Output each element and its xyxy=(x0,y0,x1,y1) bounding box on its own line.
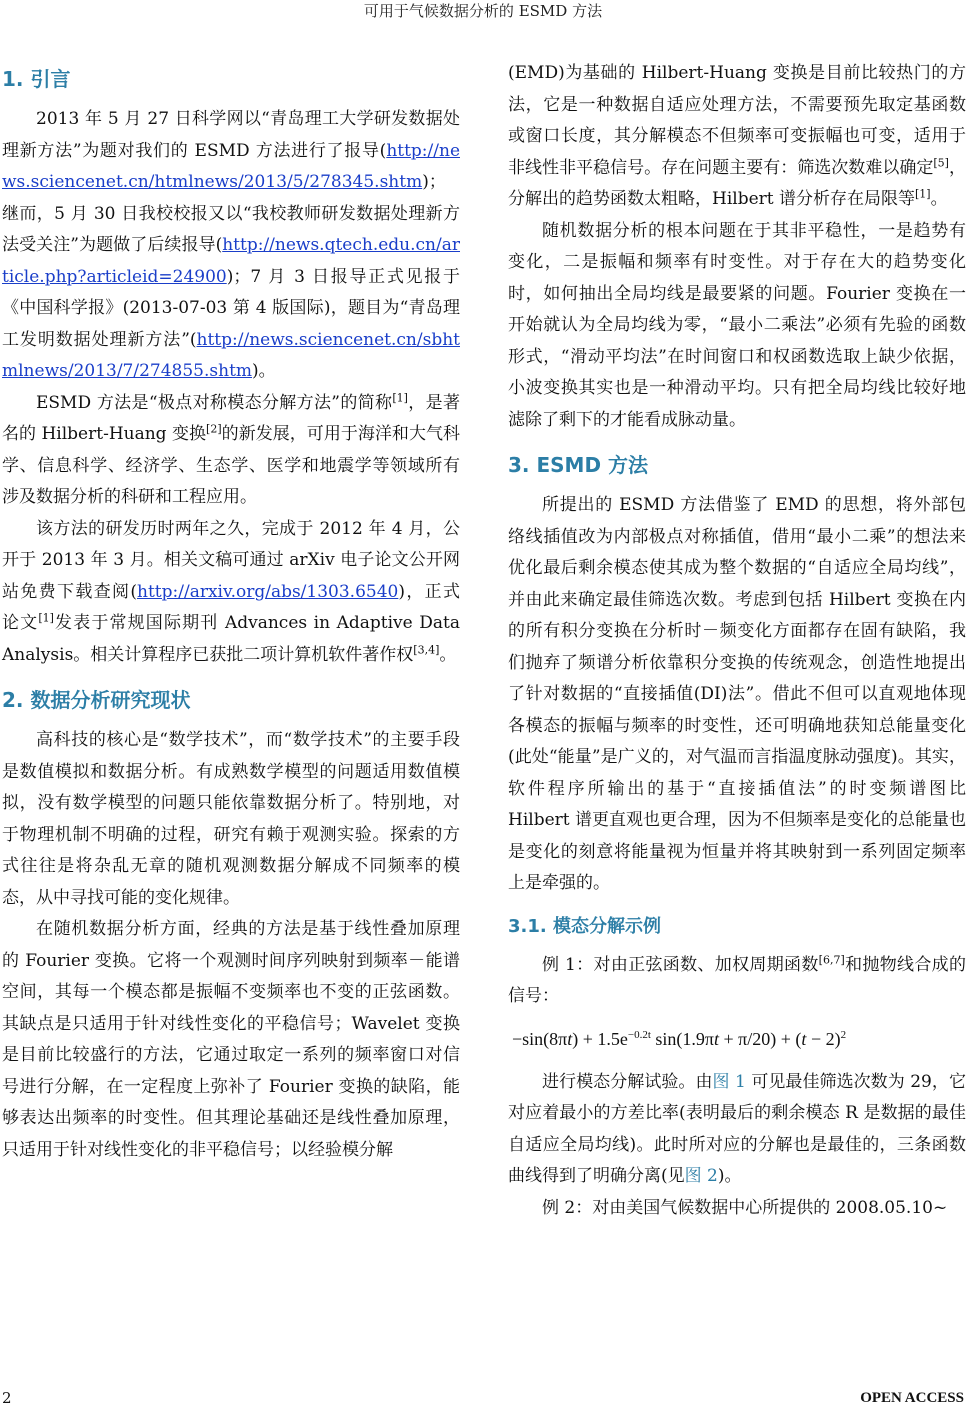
citation-ref[interactable]: [6,7] xyxy=(818,952,845,966)
status-paragraph-2-part-2 xyxy=(508,58,966,216)
text-span: 例 1：对由正弦函数、加权周期函数 xyxy=(542,954,819,975)
text-span: )。 xyxy=(717,1166,742,1186)
text-span: 。 xyxy=(439,644,457,665)
text-span: (EMD)为基础的 Hilbert-Huang 变换是目前比较热门的方法，它是一种数据自适应处理方法，不需要预先取定基函数或窗口长度，其分解模态不但频率可变振幅也可变，适用于非线性非平稳信号。存在问题主要有：筛选次数难以确定 xyxy=(508,63,966,178)
text-span: 。 xyxy=(930,189,948,209)
right-column xyxy=(508,58,966,1224)
text-span: 可见最佳筛选次数为 29，它对应着最小的方差比率(表明最后的剩余模态 R 是数据的最佳自适应全局均线)。此时所对应的分解也是最佳的，三条函数曲线得到了明确分离(见 xyxy=(508,1071,966,1186)
text-span: 该方法的研发历时两年之久，完成于 2012 年 4 月，公开于 2013 年 3 月。相关文稿可通过 arXiv 电子论文公开网站免费下载查阅( xyxy=(2,518,460,602)
text-span: 2013 年 5 月 27 日科学网以“青岛理工大学研发数据处理新方法”为题对我们的 ESMD 方法进行了报导( xyxy=(2,109,460,161)
formula-variable: t xyxy=(714,1028,720,1049)
intro-paragraph-3 xyxy=(2,514,460,672)
journal-label: OPEN ACCESS xyxy=(860,1390,964,1406)
subsection-heading-decomposition: 3.1. 模态分解示例 xyxy=(508,915,661,937)
text-span: 的新发展，可用于海洋和大气科学、信息科学、经济学、生态学、医学和地震学等领域所有涉及数据分析的科研和工程应用。 xyxy=(2,424,460,507)
citation-ref[interactable]: [2] xyxy=(206,422,222,436)
signal-formula xyxy=(512,1019,966,1059)
link-sciencenet-1[interactable]: http://news.sciencenet.cn/htmlnews/2013/5/278345.shtm xyxy=(2,140,460,192)
citation-ref[interactable]: [3,4] xyxy=(413,642,440,656)
formula-part: + π/20) + ( xyxy=(719,1028,802,1049)
running-header: 可用于气候数据分析的 ESMD 方法 xyxy=(363,2,603,20)
formula-part: ) + 1.5e xyxy=(572,1028,628,1049)
page-number: 2 xyxy=(2,1389,12,1407)
text-span: )；继而，5 月 30 日我校校报又以“我校教师研发数据处理新方法受关注”为题做了后续报导( xyxy=(2,172,460,255)
text-span: 进行模态分解试验。由 xyxy=(542,1071,713,1092)
link-sciencenet-2[interactable]: http://news.sciencenet.cn/sbhtmlnews/2013/7/274855.shtm xyxy=(2,329,460,381)
status-paragraph-1: 高科技的核心是“数学技术”，而“数学技术”的主要手段是数值模拟和数据分析。有成熟数学模型的问题适用数值模拟，没有数学模型的问题只能依靠数据分析了。特别地，对于物理机制不明确的过程，研究有赖于观测实验。探索的方式往往是将杂乱无章的随机观测数据分解成不同频率的模态，从中寻找可能的变化规律。 xyxy=(2,730,460,908)
intro-paragraph-1 xyxy=(2,104,460,388)
formula-exponent: 2 xyxy=(840,1028,847,1041)
example-1-paragraph xyxy=(508,950,966,1013)
intro-paragraph-2 xyxy=(2,388,460,514)
formula-variable: t xyxy=(801,1028,807,1049)
status-paragraph-3: 随机数据分析的根本问题在于其非平稳性，一是趋势有变化，二是振幅和频率有时变性。对于存在大的趋势变化时，如何抽出全局均线是最要紧的问题。Fourier 变换在一开始就认为全局均线为零，“最小二乘法”必须有先验的函数形式，“滑动平均法”在时间窗口和权函数选取上缺少依据，小波变换其实也是一种滑动平均。只有把全局均线比较好地滤除了剩下的才能看成脉动量。 xyxy=(508,220,966,430)
link-arxiv[interactable]: http://arxiv.org/abs/1303.6540 xyxy=(137,581,399,602)
formula-part: sin(1.9π xyxy=(650,1028,715,1049)
formula-part: − 2) xyxy=(806,1028,841,1049)
example-2-paragraph: 例 2：对由美国气候数据中心所提供的 2008.05.10~ xyxy=(542,1197,948,1218)
text-span: ，分解出的趋势函数太粗略，Hilbert 谱分析存在局限等 xyxy=(508,157,966,209)
citation-ref[interactable]: [5] xyxy=(933,155,949,169)
section-heading-intro: 1. 引言 xyxy=(2,67,71,91)
left-column xyxy=(2,56,460,1166)
formula-variable: t xyxy=(567,1028,573,1049)
status-paragraph-2-part-1: 在随机数据分析方面，经典的方法是基于线性叠加原理的 Fourier 变换。它将一个观测时间序列映射到频率－能谱空间，其每一个模态都是振幅不变频率也不变的正弦函数。其缺点是只适用于针对线性变化的平稳信号；Wavelet 变换是目前比较盛行的方法，它通过取定一系列的频率窗口对信号进行分解，在一定程度上弥补了 Fourier 变换的缺陷，能够表达出频率的时变性。但其理论基础还是线性叠加原理，只适用于针对线性变化的非平稳信号；以经验模分解 xyxy=(2,919,460,1160)
text-span: )。 xyxy=(252,361,276,381)
text-span: )，正式论文 xyxy=(2,581,460,633)
text-span: ，是著名的 Hilbert-Huang 变换 xyxy=(2,392,460,444)
citation-ref[interactable]: [1] xyxy=(915,187,931,201)
esmd-paragraph-1: 所提出的 ESMD 方法借鉴了 EMD 的思想，将外部包络线插值改为内部极点对称插值，借用“最小二乘”的想法来优化最后剩余模态使其成为整个数据的“自适应全局均线”，并由此来确定最佳筛选次数。考虑到包括 Hilbert 变换在内的所有积分变换在分析时－频变化方面都存在固有缺陷，我们抛弃了频谱分析依靠积分变换的传统观念，创造性地提出了针对数据的“直接插值(DI)法”。借此不但可以直观地体现各模态的振幅与频率的时变性，还可明确地获知总能量变化(此处“能量”是广义的，对气温而言指温度脉动强度)。其实，软件程序所输出的基于“直接插值法”的时变频谱图比 Hilbert 谱更直观也更合理，因为不但频率是变化的总能量也是变化的刻意将能量视为恒量并将其映射到一系列固定频率上是牵强的。 xyxy=(508,495,966,893)
esmd-paragraph-2 xyxy=(508,1067,966,1193)
formula-exponent: −0.2t xyxy=(627,1028,651,1041)
citation-ref[interactable]: [1] xyxy=(38,611,54,625)
text-span: ESMD 方法是“极点对称模态分解方法”的简称 xyxy=(36,392,393,413)
section-heading-esmd: 3. ESMD 方法 xyxy=(508,453,649,477)
text-span: 发表于常规国际期刊 Advances in Adaptive Data Analysis。相关计算程序已获批二项计算机软件著作权 xyxy=(2,613,461,665)
figure-ref-2[interactable]: 图 2 xyxy=(684,1166,718,1186)
link-qtech[interactable]: http://news.qtech.edu.cn/article.php?articleid=24900 xyxy=(2,235,460,287)
citation-ref[interactable]: [1] xyxy=(392,390,408,404)
text-span: )；7 月 3 日报导正式见报于《中国科学报》(2013-07-03 第 4 版国际)，题目为“青岛理工发明数据处理新方法”( xyxy=(2,266,460,350)
section-heading-status: 2. 数据分析研究现状 xyxy=(2,688,191,712)
formula-part: −sin(8π xyxy=(512,1028,568,1049)
figure-ref-1[interactable]: 图 1 xyxy=(712,1071,746,1092)
text-span: 和抛物线合成的信号： xyxy=(508,954,966,1006)
